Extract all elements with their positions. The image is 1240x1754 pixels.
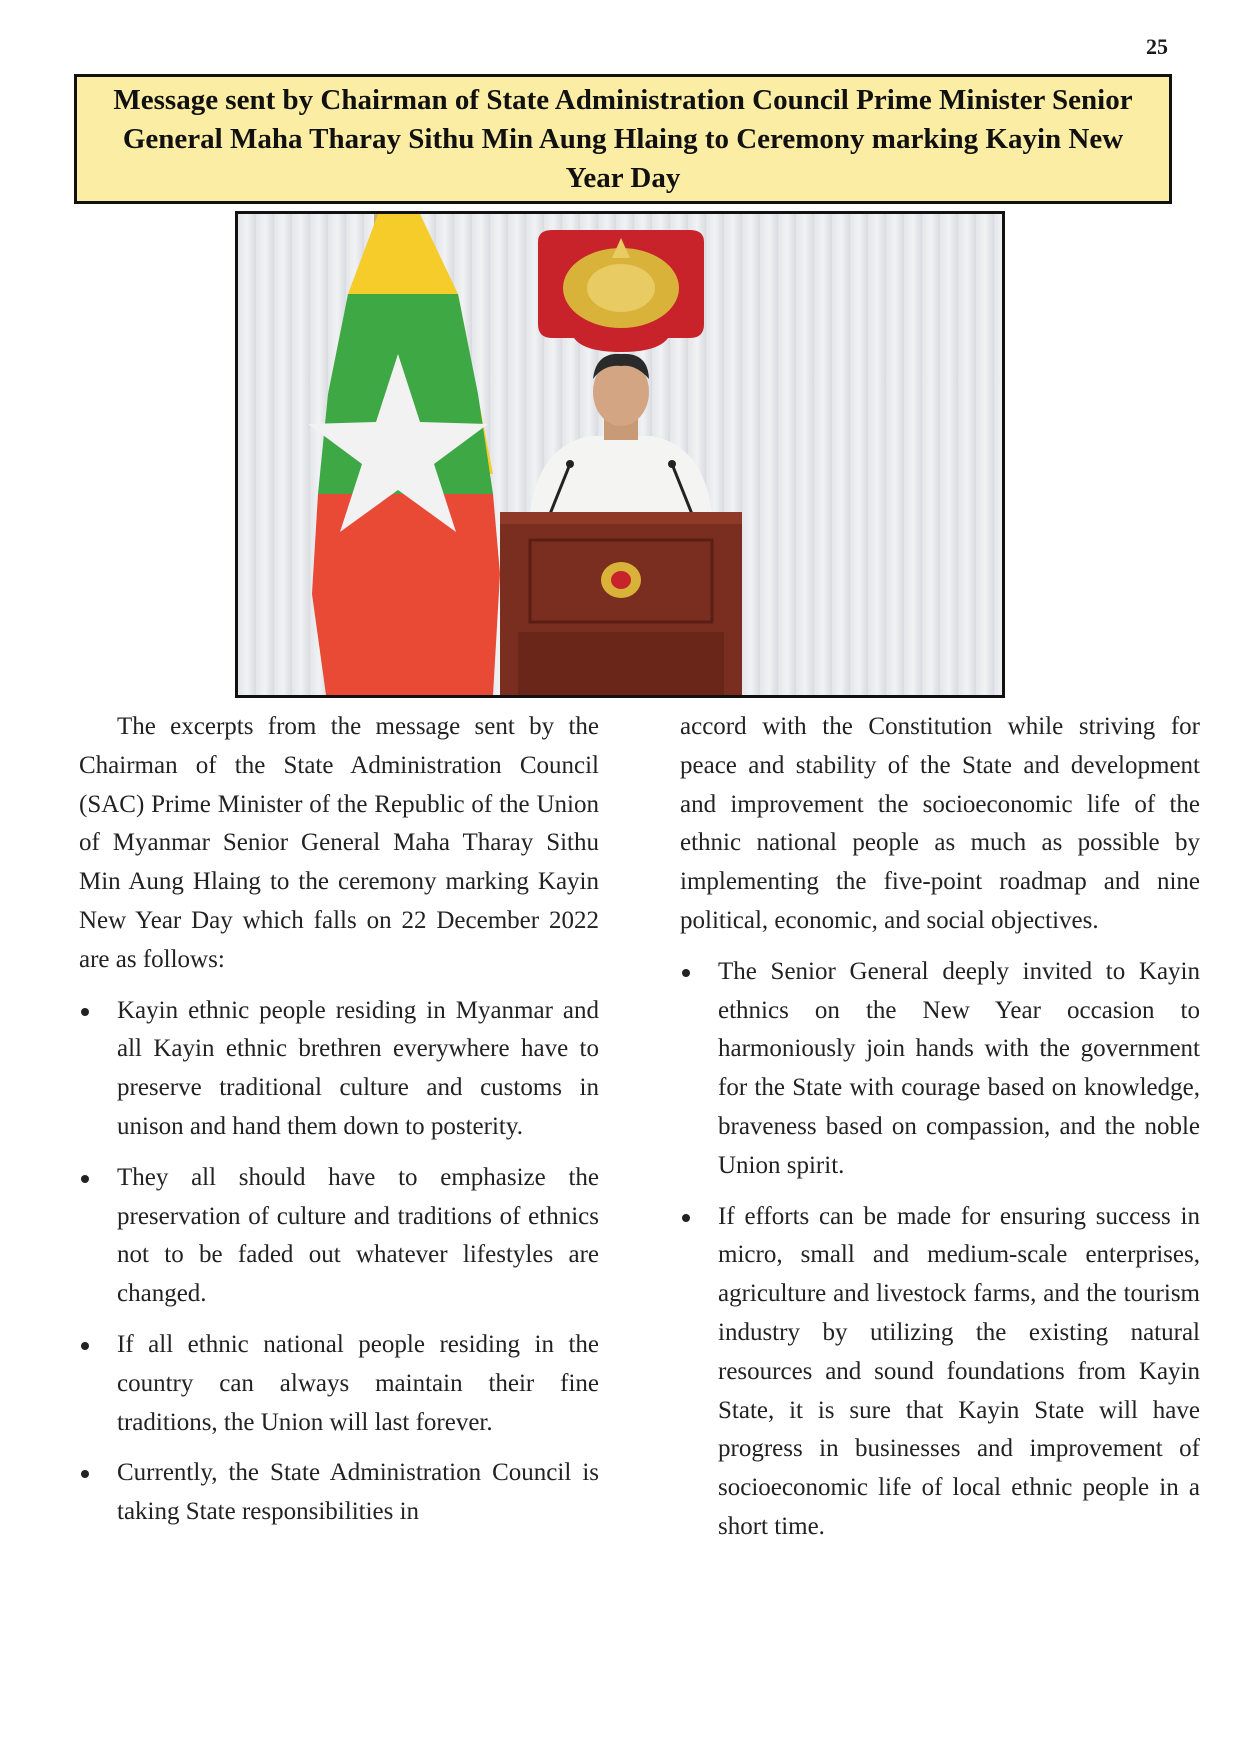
myanmar-flag-icon — [308, 214, 500, 695]
state-emblem-icon — [538, 230, 704, 352]
speaker-figure — [530, 354, 712, 514]
photo-chairman-at-podium — [235, 211, 1005, 698]
photo-illustration — [238, 214, 1002, 695]
left-column — [79, 708, 599, 1532]
bullet-list-right — [680, 953, 1200, 1547]
podium-icon — [500, 512, 742, 695]
continuation-paragraph: accord with the Constitution while striving for peace and stability of the State and development and improvement the socioeconomic life of the ethnic national people as much as possible by implementing the five-point roadmap and nine political, economic, and social objectives. — [680, 713, 1200, 934]
page-number: 25 — [1146, 34, 1168, 59]
right-column — [680, 708, 1200, 1547]
list-item: If all ethnic national people residing in the country can always maintain their fine traditions, the Union will last forever. — [79, 1326, 599, 1442]
list-item: The Senior General deeply invited to Kayin ethnics on the New Year occasion to harmoniously join hands with the government for the State with courage based on knowledge, braveness based on compassion, and the noble Union spirit. — [680, 953, 1200, 1186]
bullet-list-left — [79, 992, 599, 1532]
title-box — [74, 74, 1172, 204]
list-item: Currently, the State Administration Council is taking State responsibilities in — [79, 1454, 599, 1532]
list-item: Kayin ethnic people residing in Myanmar and all Kayin ethnic brethren everywhere have to preserve traditional culture and customs in unison and hand them down to posterity. — [79, 992, 599, 1147]
list-item: They all should have to emphasize the preservation of culture and traditions of ethnics not to be faded out whatever lifestyles are changed. — [79, 1159, 599, 1314]
list-item: If efforts can be made for ensuring success in micro, small and medium-scale enterprises, agriculture and livestock farms, and the tourism industry by utilizing the existing natural resources and sound foundations from Kayin State, it is sure that Kayin State will have progress in businesses and improvement of socioeconomic life of local ethnic people in a short time. — [680, 1198, 1200, 1547]
page-title: Message sent by Chairman of State Administration Council Prime Minister Senior General Maha Tharay Sithu Min Aung Hlaing to Ceremony marking Kayin New Year Day — [113, 83, 1133, 194]
intro-paragraph: The excerpts from the message sent by the Chairman of the State Administration Council (SAC) Prime Minister of the Republic of the Union of Myanmar Senior General Maha Tharay Sithu Min Aung Hlaing to the ceremony marking Kayin New Year Day which falls on 22 December 2022 are as follows: — [79, 713, 599, 973]
